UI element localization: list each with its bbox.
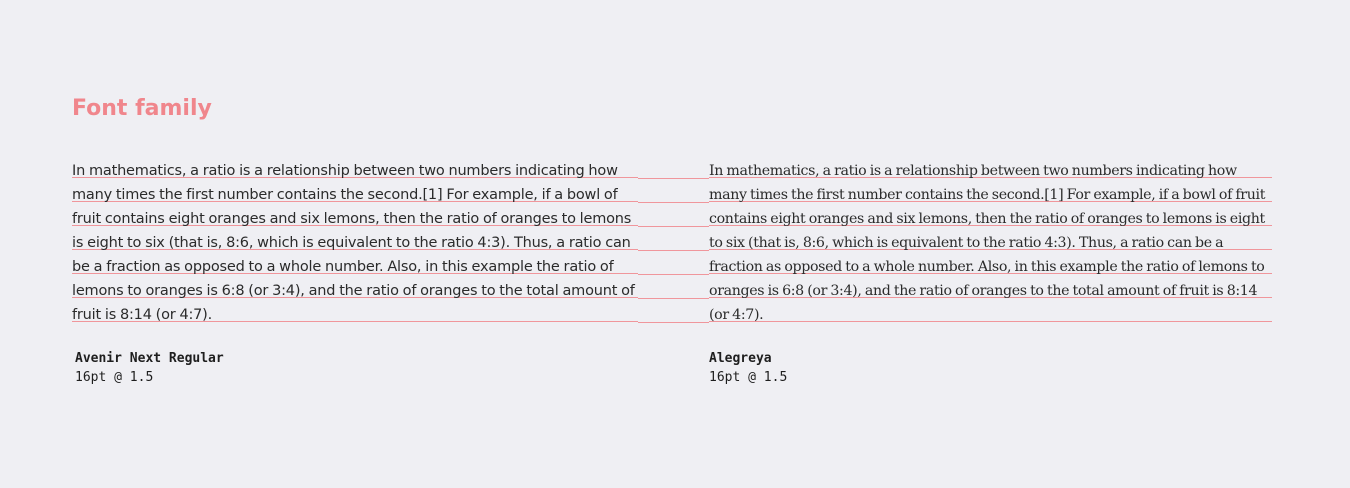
baseline-guide xyxy=(638,250,709,251)
baseline-guide xyxy=(638,202,709,203)
baseline-guide xyxy=(638,226,709,227)
page-title: Font family xyxy=(72,96,212,121)
font-name-label: Alegreya xyxy=(709,351,772,366)
baseline-guide xyxy=(638,274,709,275)
font-name-label: Avenir Next Regular xyxy=(75,351,224,366)
font-caption-right xyxy=(709,349,787,387)
font-caption-left xyxy=(75,349,224,387)
font-spec-label: 16pt @ 1.5 xyxy=(75,370,154,385)
baseline-guide xyxy=(638,178,709,179)
font-spec-label: 16pt @ 1.5 xyxy=(709,370,788,385)
baseline-guide xyxy=(638,298,709,299)
sample-text-sans: In mathematics, a ratio is a relationship between two numbers indicating how many times the first number contains the second.[1] For example, if a bowl of fruit contains eight oranges and six lemons, then the ratio of oranges to lemons is eight to six (that is, 8:6, which is equivalent to the ratio 4:3). Thus, a ratio can be a fraction as opposed to a whole number. Also, in this example the ratio of lemons to oranges is 6:8 (or 3:4), and the ratio of oranges to the total amount of fruit is 8:14 (or 4:7). xyxy=(72,159,638,327)
sample-text-serif: In mathematics, a ratio is a relationship between two numbers indicating how many times the first number contains the second.[1] For example, if a bowl of fruit contains eight oranges and six lemons, then the ratio of oranges to lemons is eight to six (that is, 8:6, which is equivalent to the ratio 4:3). Thus, a ratio can be a fraction as opposed to a whole number. Also, in this example the ratio of lemons to oranges is 6:8 (or 3:4), and the ratio of oranges to the total amount of fruit is 8:14 (or 4:7). xyxy=(709,159,1272,327)
baseline-guide xyxy=(638,322,709,323)
